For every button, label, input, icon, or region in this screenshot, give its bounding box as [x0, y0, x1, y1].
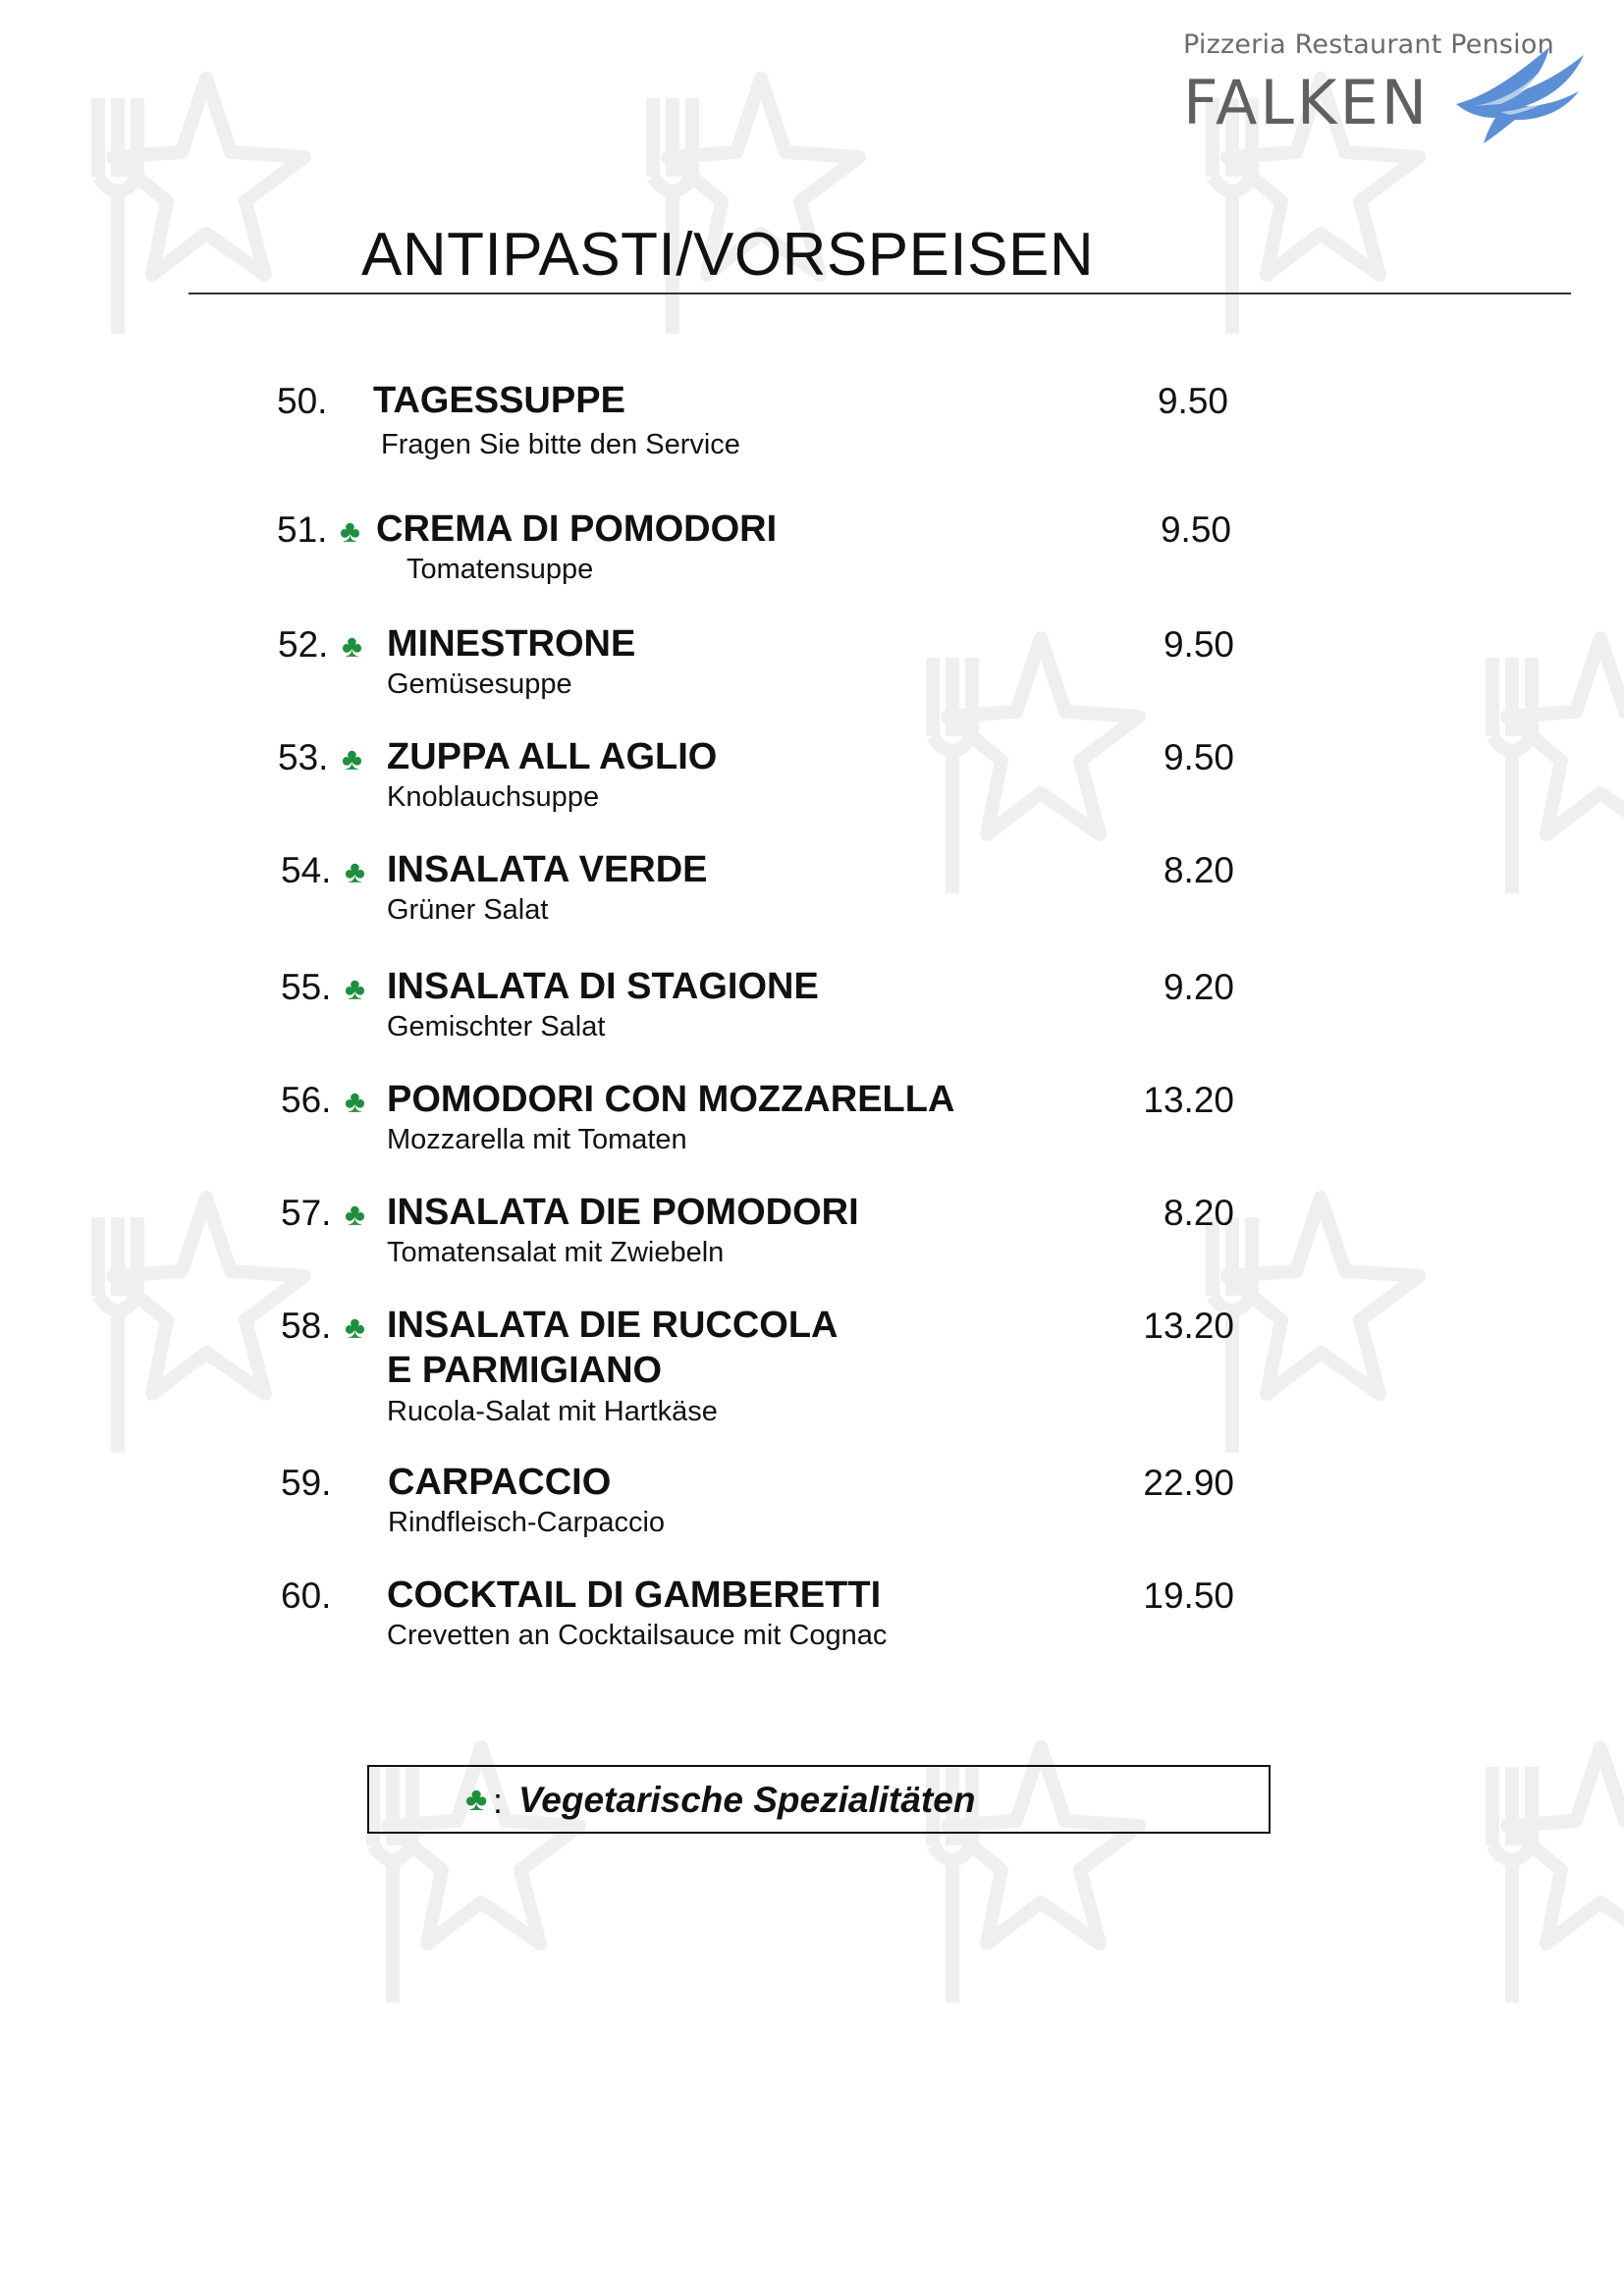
vegetarian-icon: ♣ — [342, 741, 362, 776]
menu-item — [0, 509, 1624, 617]
item-description: Gemischter Salat — [387, 1011, 606, 1042]
item-name: MINESTRONE — [387, 623, 636, 665]
item-price: 19.50 — [1143, 1575, 1234, 1616]
item-description: Rindfleisch-Carpaccio — [388, 1507, 666, 1538]
menu-item — [0, 1575, 1624, 1683]
vegetarian-icon: ♣ — [345, 1084, 365, 1119]
logo-name: FALKEN — [1183, 67, 1431, 138]
menu-item — [0, 381, 1624, 489]
item-price: 8.20 — [1163, 850, 1234, 890]
item-name: POMODORI CON MOZZARELLA — [387, 1079, 955, 1120]
item-price: 9.50 — [1160, 509, 1231, 550]
item-name: TAGESSUPPE — [373, 380, 625, 421]
item-name-line-2: E PARMIGIANO — [387, 1350, 663, 1391]
vegetarian-icon: ♣ — [345, 1197, 365, 1232]
falcon-wing-icon — [1446, 37, 1594, 145]
item-description: Gemüsesuppe — [387, 668, 572, 700]
item-number: 58. — [281, 1306, 332, 1346]
logo-subtitle: Pizzeria Restaurant Pension — [1183, 29, 1554, 60]
item-name: INSALATA DIE RUCCOLA — [387, 1305, 839, 1346]
item-number: 53. — [278, 737, 329, 777]
item-price: 22.90 — [1143, 1463, 1234, 1503]
fork-star-icon — [1453, 1728, 1624, 2061]
item-number: 57. — [281, 1193, 332, 1233]
menu-item — [0, 850, 1624, 958]
item-number: 59. — [281, 1463, 332, 1503]
menu-item — [0, 1193, 1624, 1301]
restaurant-logo — [1183, 29, 1596, 147]
item-name: CREMA DI POMODORI — [376, 508, 778, 550]
item-price: 9.50 — [1163, 737, 1234, 777]
item-price: 9.20 — [1163, 967, 1234, 1007]
fork-star-icon — [59, 59, 314, 393]
item-description: Tomatensuppe — [406, 554, 594, 585]
item-name: INSALATA DI STAGIONE — [387, 966, 819, 1007]
menu-item — [0, 1080, 1624, 1188]
item-number: 55. — [281, 967, 332, 1007]
item-number: 54. — [281, 850, 332, 890]
legend-text: Vegetarische Spezialitäten — [518, 1780, 976, 1820]
item-price: 8.20 — [1163, 1193, 1234, 1233]
page-title: ANTIPASTI/VORSPEISEN — [361, 221, 1095, 289]
item-description: Grüner Salat — [387, 894, 549, 926]
menu-item — [0, 624, 1624, 732]
menu-item — [0, 967, 1624, 1075]
item-description: Mozzarella mit Tomaten — [387, 1124, 687, 1155]
item-number: 50. — [277, 381, 328, 421]
item-description: Crevetten an Cocktailsauce mit Cognac — [387, 1620, 888, 1651]
item-name: INSALATA VERDE — [387, 849, 708, 890]
item-description: Fragen Sie bitte den Service — [381, 429, 740, 460]
item-number: 52. — [278, 624, 329, 665]
legend-colon: : — [493, 1781, 504, 1821]
item-number: 56. — [281, 1080, 332, 1120]
item-name: ZUPPA ALL AGLIO — [387, 736, 718, 777]
title-divider — [189, 293, 1571, 294]
item-price: 9.50 — [1163, 624, 1234, 665]
item-price: 13.20 — [1143, 1306, 1234, 1346]
item-name: CARPACCIO — [388, 1462, 612, 1503]
menu-item — [0, 737, 1624, 845]
vegetarian-legend — [367, 1765, 1271, 1834]
menu-item — [0, 1463, 1624, 1571]
vegetarian-icon: ♣ — [345, 971, 365, 1006]
item-name: INSALATA DIE POMODORI — [387, 1192, 859, 1233]
vegetarian-icon: ♣ — [345, 854, 365, 889]
item-number: 60. — [281, 1575, 332, 1616]
item-description: Rucola-Salat mit Hartkäse — [387, 1396, 718, 1427]
vegetarian-icon: ♣ — [345, 1309, 365, 1345]
menu-item — [0, 1306, 1624, 1463]
vegetarian-icon: ♣ — [465, 1781, 488, 1818]
vegetarian-icon: ♣ — [342, 628, 362, 664]
item-description: Knoblauchsuppe — [387, 781, 600, 813]
item-name: COCKTAIL DI GAMBERETTI — [387, 1575, 882, 1616]
item-description: Tomatensalat mit Zwiebeln — [387, 1237, 725, 1268]
item-price: 9.50 — [1157, 381, 1228, 421]
item-number: 51. — [277, 509, 328, 550]
vegetarian-icon: ♣ — [340, 513, 360, 549]
item-price: 13.20 — [1143, 1080, 1234, 1120]
